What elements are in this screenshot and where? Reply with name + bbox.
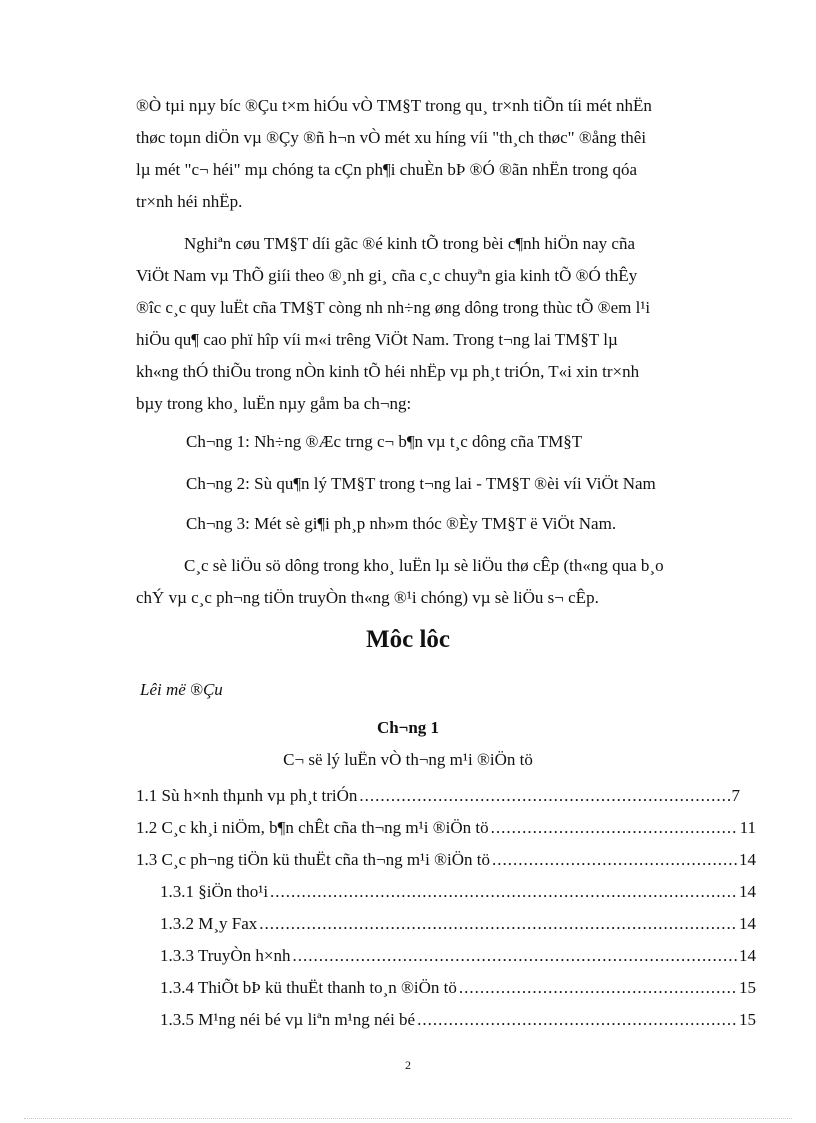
text-line: tr×nh héi nhËp. [136, 192, 243, 211]
toc-entry-text: 1.2 C¸c kh¸i niÖm, b¶n chÊt cña th¬ng m¹i ®iÖn tö [136, 818, 489, 837]
toc-entry [136, 850, 756, 870]
text-line: kh«ng thÓ thiÕu trong nÒn kinh tÕ héi nhËp vµ ph¸t triÓn, T«i xin tr×nh [136, 362, 640, 381]
toc-entry-text: 1.3.2 M¸y Fax [160, 914, 258, 933]
toc-entry-text: 1.1 Sù h×nh thµnh vµ ph¸t triÓn [136, 786, 358, 805]
toc-entry-text: 1.3.3 TruyÒn h×nh [160, 946, 291, 965]
toc-entry [136, 818, 756, 838]
chapter-summary-1: Ch¬ng 1: Nh÷ng ®Æc trng c¬ b¶n vµ t¸c dông cña TM§T [186, 432, 583, 451]
toc-leader-dots [270, 882, 737, 902]
toc-entry-page: 14 [739, 946, 756, 965]
toc-title: Môc lôc [366, 626, 450, 653]
sources-paragraph [136, 550, 740, 614]
toc-entry-page: 15 [739, 978, 756, 997]
toc-entry [160, 946, 756, 966]
toc-leader-dots [491, 818, 738, 838]
toc-chapter-title: C¬ së lý luËn vÒ th¬ng m¹i ®iÖn tö [283, 750, 533, 769]
text-line: ®îc c¸c quy luËt cña TM§T còng nh nh÷ng øng dông trong thùc tÕ ®em l¹i [136, 298, 651, 317]
text-line: ViÖt Nam vµ ThÕ giíi theo ®¸nh gi¸ cña c¸c chuyªn gia kinh tÕ ®Ó thÊy [136, 266, 638, 285]
toc-entry-page: 7 [731, 786, 740, 805]
toc-entry [160, 882, 756, 902]
chapter-summary-2: Ch¬ng 2: Sù qu¶n lý TM§T trong t¬ng lai - TM§T ®èi víi ViÖt Nam [186, 474, 656, 493]
text-line: thøc toµn diÖn vµ ®Çy ®ñ h¬n vÒ mét xu híng víi "th¸ch thøc" ®ång thêi [136, 128, 647, 147]
toc-entry-page: 15 [739, 1010, 756, 1029]
toc-leader-dots [459, 978, 737, 998]
toc-entry-text: 1.3.5 M¹ng néi bé vµ liªn m¹ng néi bé [160, 1010, 416, 1029]
text-line: ®Ò tµi nµy bíc ®Çu t×m hiÓu vÒ TM§T trong qu¸ tr×nh tiÕn tíi mét nhËn [136, 96, 652, 115]
toc-entry-page: 14 [739, 914, 756, 933]
chapter-summary-3: Ch¬ng 3: Mét sè gi¶i ph¸p nh»m thóc ®Èy TM§T ë ViÖt Nam. [186, 514, 617, 533]
toc-leader-dots [492, 850, 737, 870]
text-line: Nghiªn cøu TM§T díi gãc ®é kinh tÕ trong bèi c¶nh hiÖn nay cña [184, 234, 636, 253]
intro-paragraph [136, 90, 740, 218]
page-number: 2 [405, 1058, 411, 1072]
toc-entry [160, 1010, 756, 1030]
toc-leader-dots [259, 914, 737, 934]
text-line: C¸c sè liÖu sö dông trong kho¸ luËn lµ sè liÖu thø cÊp (th«ng qua b¸o [184, 556, 664, 575]
toc-entry-page: 14 [739, 850, 756, 869]
text-line: chÝ vµ c¸c ph¬ng tiÖn truyÒn th«ng ®¹i chóng) vµ sè liÖu s¬ cÊp. [136, 588, 599, 607]
toc-entry [160, 978, 756, 998]
toc-entry-text: 1.3.1 §iÖn tho¹i [160, 882, 269, 901]
toc-entry-text: 1.3 C¸c ph¬ng tiÖn kü thuËt cña th¬ng m¹i ®iÖn tö [136, 850, 491, 869]
toc-entry-page: 14 [739, 882, 756, 901]
research-paragraph [136, 228, 740, 420]
text-line: hiÖu qu¶ cao phï hîp víi m«i trêng ViÖt Nam. Trong t¬ng lai TM§T lµ [136, 330, 618, 349]
toc-leader-dots [359, 786, 729, 806]
text-line: lµ mét "c¬ héi" mµ chóng ta cÇn ph¶i chuÈn bÞ ®Ó ®ãn nhËn trong qóa [136, 160, 638, 179]
toc-entry [136, 786, 740, 806]
toc-entry [160, 914, 756, 934]
toc-entry-text: 1.3.4 ThiÕt bÞ kü thuËt thanh to¸n ®iÖn tö [160, 978, 457, 997]
toc-leader-dots [417, 1010, 737, 1030]
toc-entry-page: 11 [739, 818, 756, 837]
toc-lead-entry: Lêi më ®Çu [140, 680, 223, 699]
page-bottom-divider [24, 1118, 792, 1119]
toc-leader-dots [293, 946, 737, 966]
text-line: bµy trong kho¸ luËn nµy gåm ba ch¬ng: [136, 394, 412, 413]
toc-chapter-label: Ch¬ng 1 [376, 718, 440, 737]
